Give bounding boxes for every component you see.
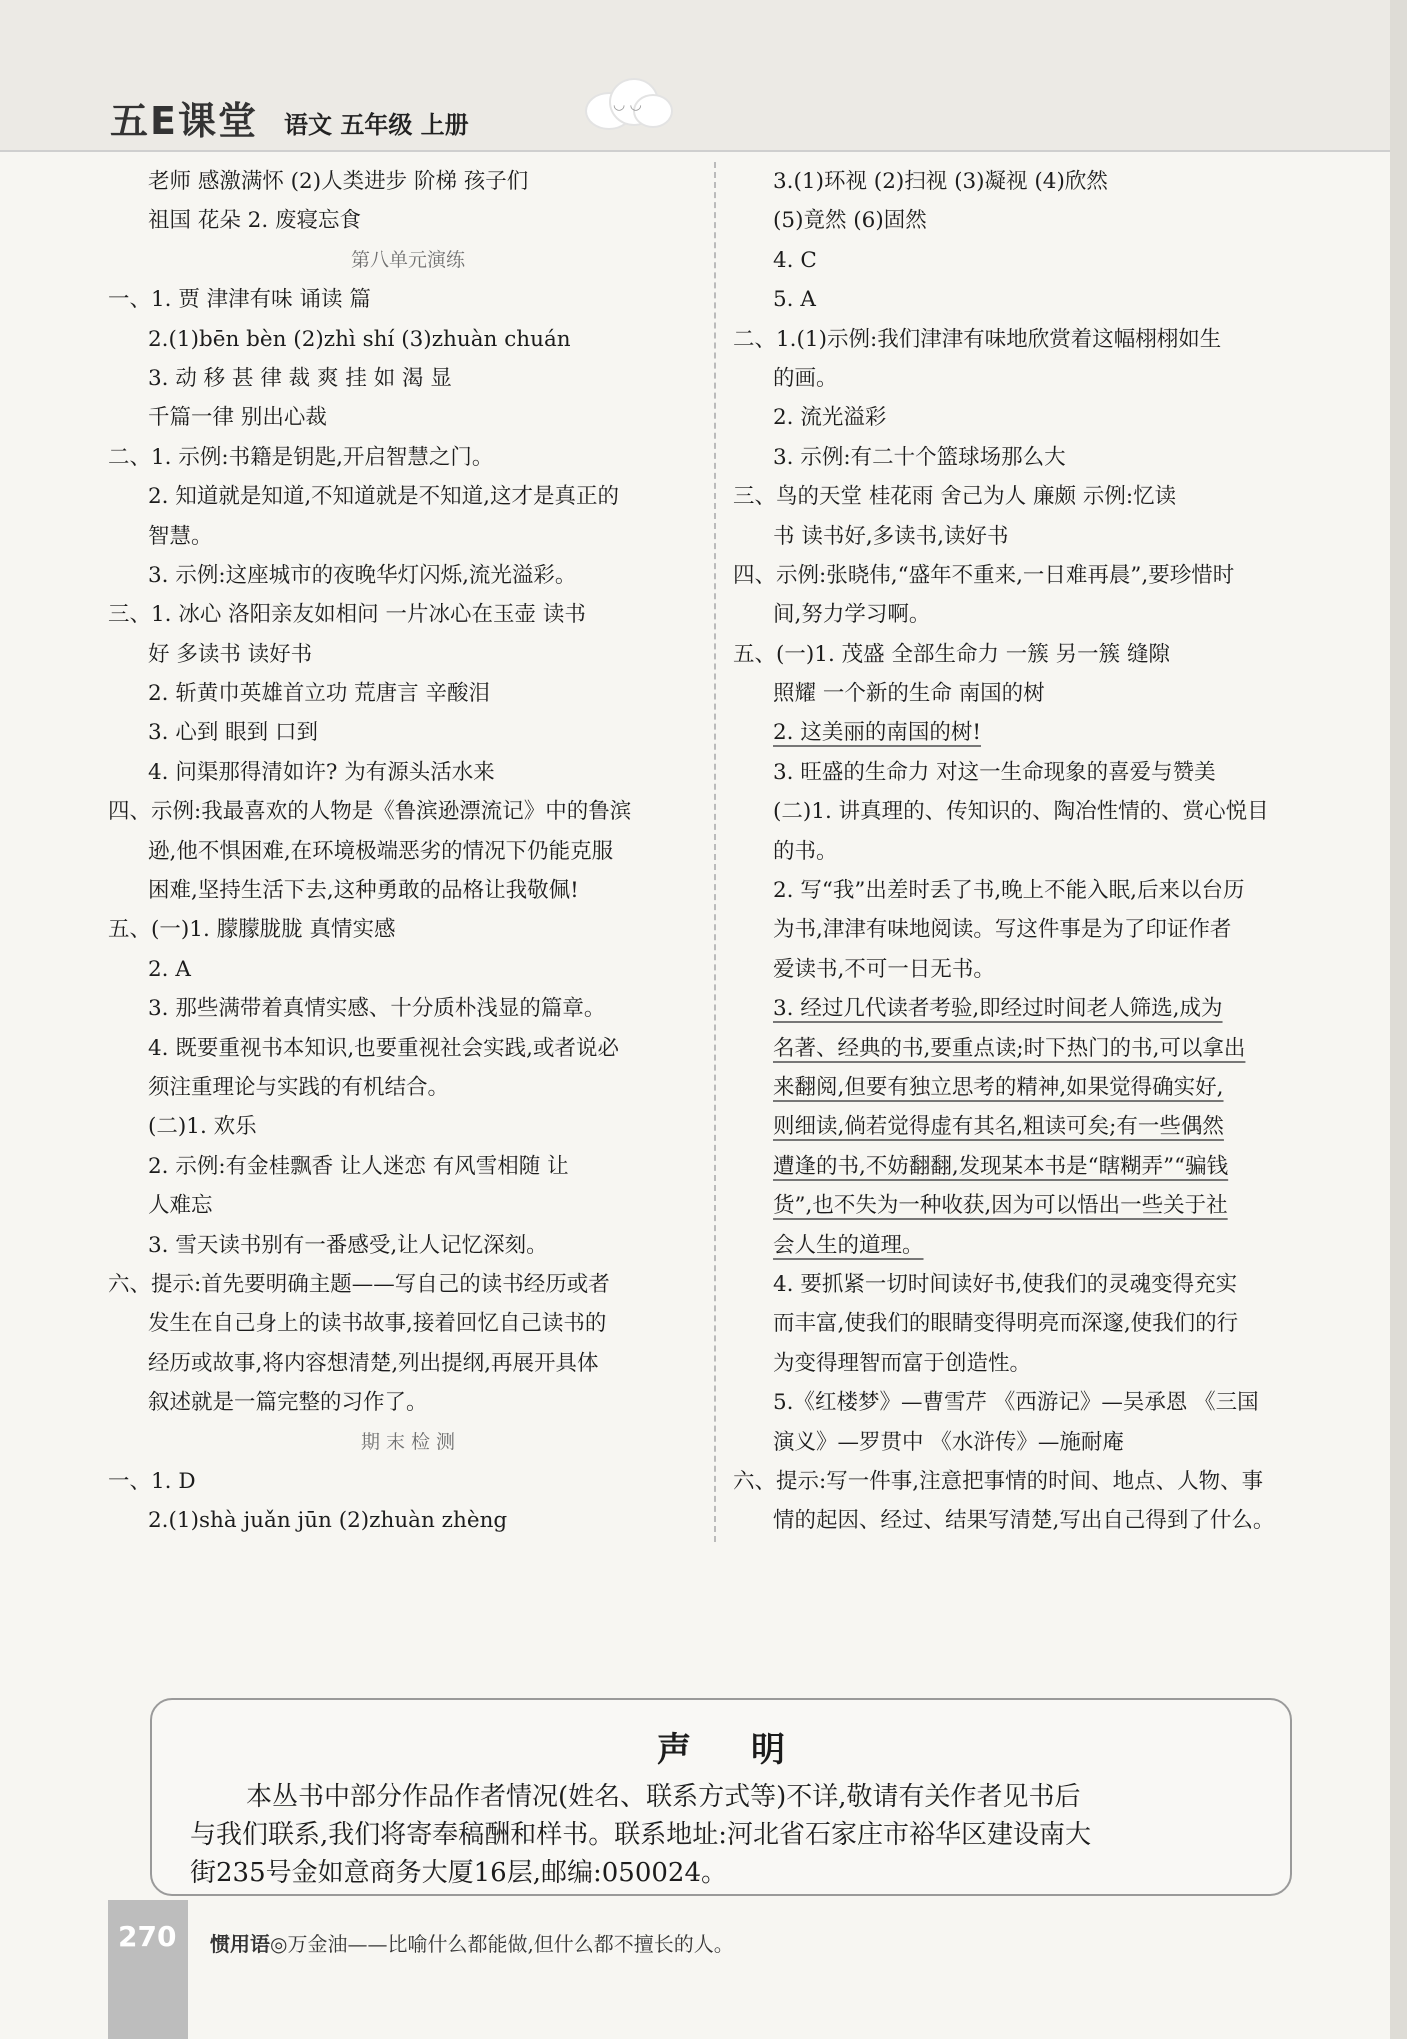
- answer-line: 逊,他不惧困难,在环境极端恶劣的情况下仍能克服: [148, 838, 614, 864]
- answer-line: 2. 斩黄巾英雄首立功 荒唐言 辛酸泪: [148, 681, 491, 707]
- footer-idiom: [210, 1928, 734, 1957]
- answer-line: 的书。: [773, 838, 838, 864]
- answer-line: 4. 问渠那得清如许? 为有源头活水来: [148, 759, 495, 785]
- subject-label: 语文 五年级 上册: [283, 111, 469, 139]
- answer-line: (二)1. 欢乐: [148, 1114, 257, 1140]
- answer-line: 而丰富,使我们的眼睛变得明亮而深邃,使我们的行: [773, 1311, 1239, 1337]
- answer-line: 二、1. 示例:书籍是钥匙,开启智慧之门。: [108, 444, 494, 470]
- page-number: 270: [118, 1920, 177, 1953]
- answer-line: 发生在自己身上的读书故事,接着回忆自己读书的: [148, 1311, 607, 1337]
- notice-body: [190, 1778, 1255, 1892]
- answer-line: 情的起因、经过、结果写清楚,写出自己得到了什么。: [773, 1508, 1275, 1534]
- answer-line: 来翻阅,但要有独立思考的精神,如果觉得确实好,: [773, 1074, 1224, 1100]
- answer-line: 三、鸟的天堂 桂花雨 舍己为人 廉颇 示例:忆读: [733, 484, 1177, 510]
- answer-line: 叙述就是一篇完整的习作了。: [148, 1390, 428, 1416]
- page-edge: [1390, 0, 1407, 2039]
- brand-logo: 五E课堂: [110, 99, 258, 143]
- answer-line: 五、(一)1. 朦朦胧胧 真情实感: [108, 917, 396, 943]
- answer-line: 老师 感激满怀 (2)人类进步 阶梯 孩子们: [148, 169, 529, 194]
- answer-line: 五、(一)1. 茂盛 全部生命力 一簇 另一簇 缝隙: [733, 641, 1170, 667]
- answer-line: 爱读书,不可一日无书。: [773, 956, 995, 982]
- header-rule: [0, 150, 1390, 152]
- answer-line: 2.(1)shà juǎn jūn (2)zhuàn zhèng: [148, 1508, 508, 1534]
- answer-line: 人难忘: [148, 1193, 213, 1219]
- section-title: 期 末 检 测: [360, 1430, 456, 1453]
- answer-line: 六、提示:首先要明确主题——写自己的读书经历或者: [108, 1271, 610, 1297]
- section-title: 第八单元演练: [350, 248, 465, 271]
- answer-line: 三、1. 冰心 洛阳亲友如相问 一片冰心在玉壶 读书: [108, 602, 586, 628]
- answer-line: 好 多读书 读好书: [148, 641, 313, 667]
- answer-line: 演义》—罗贯中 《水浒传》—施耐庵: [773, 1429, 1124, 1455]
- notice-line: 与我们联系,我们将寄奉稿酬和样书。联系地址:河北省石家庄市裕华区建设南大: [190, 1820, 1092, 1850]
- idiom-tag: 惯用语: [210, 1932, 270, 1956]
- answer-line: 3.(1)环视 (2)扫视 (3)凝视 (4)欣然: [773, 169, 1108, 194]
- answer-line: 名著、经典的书,要重点读;时下热门的书,可以拿出: [773, 1035, 1246, 1061]
- answer-line: 千篇一律 别出心裁: [148, 405, 327, 431]
- answer-line: 的画。: [773, 365, 838, 391]
- answer-line: 2. 知道就是知道,不知道就是不知道,这才是真正的: [148, 484, 620, 510]
- answer-line: 3. 雪天读书别有一番感受,让人记忆深刻。: [148, 1232, 548, 1258]
- answer-line: 间,努力学习啊。: [773, 602, 931, 628]
- answer-line: 2. 示例:有金桂飘香 让人迷恋 有风雪相随 让: [148, 1153, 569, 1179]
- answer-line: 书 读书好,多读书,读好书: [773, 523, 1009, 549]
- answer-line: 四、示例:张晓伟,“盛年不重来,一日难再晨”,要珍惜时: [733, 562, 1235, 588]
- answer-line: 4. C: [773, 247, 817, 273]
- answer-line: 3. 动 移 甚 律 裁 爽 挂 如 渴 显: [148, 365, 452, 391]
- answer-line: (二)1. 讲真理的、传知识的、陶冶性情的、赏心悦目: [773, 799, 1269, 825]
- cloud-icon: ◡ ◡: [575, 72, 675, 132]
- left-column: [108, 162, 708, 1541]
- answer-line: 2. 这美丽的南国的树!: [773, 720, 981, 746]
- answer-line: 3. 示例:这座城市的夜晚华灯闪烁,流光溢彩。: [148, 562, 577, 588]
- answer-line: 为书,津津有味地阅读。写这件事是为了印证作者: [773, 917, 1232, 943]
- column-divider: [714, 162, 716, 1542]
- answer-line: 须注重理论与实践的有机结合。: [148, 1074, 450, 1100]
- answer-line: 会人生的道理。: [773, 1232, 924, 1258]
- answer-line: 货”,也不失为一种收获,因为可以悟出一些关于社: [773, 1193, 1228, 1219]
- answer-line: 智慧。: [148, 523, 213, 549]
- notice-line: 本丛书中部分作品作者情况(姓名、联系方式等)不详,敬请有关作者见书后: [246, 1782, 1081, 1812]
- answer-line: 2. 写“我”出差时丢了书,晚上不能入眠,后来以台历: [773, 878, 1245, 904]
- answer-line: 5.《红楼梦》—曹雪芹 《西游记》—吴承恩 《三国: [773, 1390, 1259, 1416]
- answer-line: 为变得理智而富于创造性。: [773, 1350, 1032, 1376]
- page-header: [110, 95, 469, 145]
- answer-line: 4. 要抓紧一切时间读好书,使我们的灵魂变得充实: [773, 1271, 1238, 1297]
- answer-line: 则细读,倘若觉得虚有其名,粗读可矣;有一些偶然: [773, 1114, 1224, 1140]
- answer-line: 4. 既要重视书本知识,也要重视社会实践,或者说必: [148, 1035, 620, 1061]
- notice-title: 声明: [657, 1730, 845, 1770]
- answer-line: 一、1. D: [108, 1468, 196, 1494]
- answer-line: 2.(1)bēn bèn (2)zhì shí (3)zhuàn chuán: [148, 326, 571, 352]
- answer-line: 3. 心到 眼到 口到: [148, 720, 319, 746]
- answer-line: 2. 流光溢彩: [773, 405, 887, 431]
- notice-box: [150, 1698, 1292, 1896]
- answer-line: 照耀 一个新的生命 南国的树: [773, 681, 1045, 707]
- answer-line: 3. 那些满带着真情实感、十分质朴浅显的篇章。: [148, 996, 606, 1022]
- notice-line: 街235号金如意商务大厦16层,邮编:050024。: [190, 1858, 727, 1888]
- answer-line: 二、1.(1)示例:我们津津有味地欣赏着这幅栩栩如生: [733, 326, 1222, 352]
- answer-line: 5. A: [773, 287, 816, 313]
- answer-line: 困难,坚持生活下去,这种勇敢的品格让我敬佩!: [148, 878, 579, 904]
- answer-line: 3. 旺盛的生命力 对这一生命现象的喜爱与赞美: [773, 759, 1216, 785]
- answer-line: 一、1. 贾 津津有味 诵读 篇: [108, 287, 371, 313]
- idiom-text: ◎万金油——比喻什么都能做,但什么都不擅长的人。: [270, 1932, 734, 1956]
- answer-line: 经历或故事,将内容想清楚,列出提纲,再展开具体: [148, 1350, 599, 1376]
- answer-line: 六、提示:写一件事,注意把事情的时间、地点、人物、事: [733, 1468, 1264, 1494]
- answer-line: 3. 经过几代读者考验,即经过时间老人筛选,成为: [773, 996, 1223, 1022]
- answer-line: 3. 示例:有二十个篮球场那么大: [773, 444, 1066, 470]
- answer-line: 四、示例:我最喜欢的人物是《鲁滨逊漂流记》中的鲁滨: [108, 799, 632, 825]
- right-column: [733, 162, 1333, 1541]
- answer-line: 2. A: [148, 956, 191, 982]
- answer-line: 祖国 花朵 2. 废寝忘食: [148, 208, 362, 234]
- answer-line: 遭逢的书,不妨翻翻,发现某本书是“瞎糊弄”“骗钱: [773, 1153, 1229, 1179]
- answer-line: (5)竟然 (6)固然: [773, 208, 927, 234]
